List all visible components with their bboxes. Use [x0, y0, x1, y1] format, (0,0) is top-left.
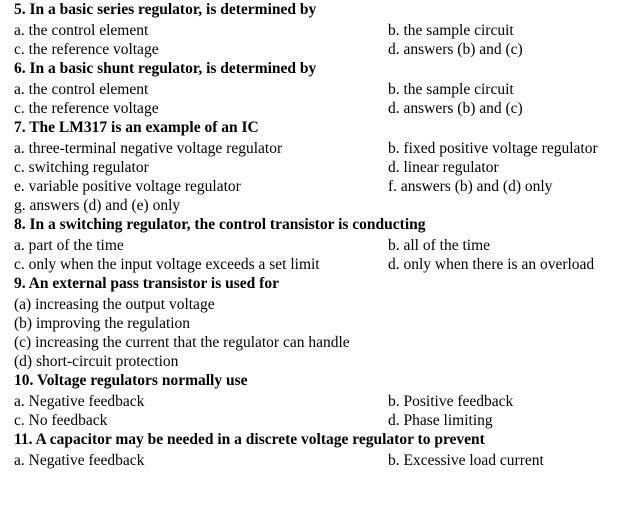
- question-8-option-a: a. part of the time: [14, 237, 124, 254]
- question-7-option-a: a. three-terminal negative voltage regulator: [14, 140, 283, 157]
- question-8: 8. In a switching regulator, the control transistor is conducting: [14, 216, 426, 233]
- question-11-option-a: a. Negative feedback: [14, 452, 145, 469]
- question-6-option-d: d. answers (b) and (c): [388, 100, 523, 117]
- question-7-option-f: f. answers (b) and (d) only: [388, 178, 553, 195]
- question-10-option-c: c. No feedback: [14, 412, 108, 429]
- question-8-option-b: b. all of the time: [388, 237, 491, 254]
- question-5-option-c: c. the reference voltage: [14, 41, 159, 58]
- question-6: 6. In a basic shunt regulator, is determined by: [14, 60, 317, 77]
- question-9-option-b: (b) improving the regulation: [14, 315, 191, 332]
- question-6-option-c: c. the reference voltage: [14, 100, 159, 117]
- question-9-option-d: (d) short-circuit protection: [14, 353, 179, 370]
- question-7-option-b: b. fixed positive voltage regulator: [388, 140, 598, 157]
- question-7-option-d: d. linear regulator: [388, 159, 499, 176]
- question-6-option-b: b. the sample circuit: [388, 81, 514, 98]
- question-7-option-c: c. switching regulator: [14, 159, 149, 176]
- question-11-option-b: b. Excessive load current: [388, 452, 544, 469]
- question-11: 11. A capacitor may be needed in a discrete voltage regulator to prevent: [14, 431, 485, 448]
- question-8-option-d: d. only when there is an overload: [388, 256, 595, 273]
- question-8-option-c: c. only when the input voltage exceeds a set limit: [14, 256, 320, 273]
- question-7-option-g: g. answers (d) and (e) only: [14, 197, 181, 214]
- question-10: 10. Voltage regulators normally use: [14, 372, 248, 389]
- question-10-option-b: b. Positive feedback: [388, 393, 514, 410]
- question-6-option-a: a. the control element: [14, 81, 149, 98]
- question-7-option-e: e. variable positive voltage regulator: [14, 178, 241, 195]
- question-9-option-c: (c) increasing the current that the regulator can handle: [14, 334, 350, 351]
- question-5-option-a: a. the control element: [14, 22, 149, 39]
- question-9-option-a: (a) increasing the output voltage: [14, 296, 215, 313]
- question-5-option-d: d. answers (b) and (c): [388, 41, 523, 58]
- question-10-option-d: d. Phase limiting: [388, 412, 493, 429]
- question-10-option-a: a. Negative feedback: [14, 393, 145, 410]
- question-9: 9. An external pass transistor is used for: [14, 275, 279, 292]
- question-5-option-b: b. the sample circuit: [388, 22, 514, 39]
- question-7: 7. The LM317 is an example of an IC: [14, 119, 259, 136]
- question-5: 5. In a basic series regulator, is determined by: [14, 1, 317, 18]
